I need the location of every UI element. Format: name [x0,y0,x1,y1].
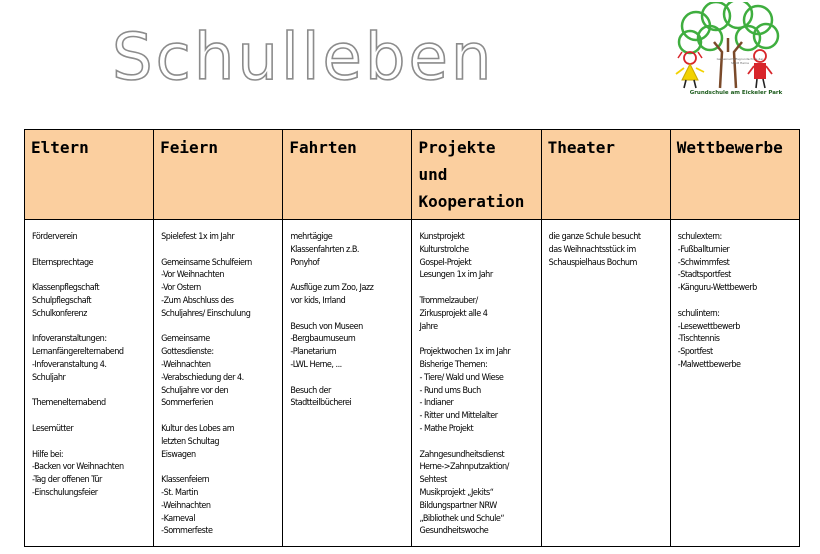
list-item: „Bibliothek und Schule“ [419,513,505,524]
list-spacer [678,295,795,308]
list-item: -Tag der offenen Tür [32,475,102,486]
list-item: -Schwimmfest [677,257,730,268]
list-item: -St. Martin [161,487,198,498]
list-item: schulextern: [677,232,722,242]
list-item: Gottesdienste: [161,347,214,358]
list-item: Sehtest [419,475,447,486]
logo-small-text: Gemeinschaftsgrundschule der Stadt Herne [716,57,764,65]
list-item: Klassenfeiern [161,475,210,486]
list-item: schulintern: [677,308,720,319]
list-spacer [32,269,149,282]
column-header [154,130,283,220]
column-header-text: Eltern [31,138,89,157]
list-item: Schuljahre vor den [161,385,229,396]
column-item-list [678,231,795,372]
school-life-table [24,129,800,547]
logo-caption: Grundschule am Eickeler Park [689,90,783,96]
list-item: Zirkusprojekt alle 4 [419,308,488,319]
table-header-row [25,130,800,220]
list-item: Besuch der [290,385,331,396]
list-item: - Mathe Projekt [419,423,474,434]
list-item: das Weihnachtsstück im [548,244,636,255]
column-header-text: Feiern [160,138,218,157]
list-item: Gemeinsame Schulfeiern [161,257,252,268]
column-item-list [161,231,278,538]
list-item: Schuljahres/ Einschulung [161,308,251,319]
column-header-text: und [418,165,448,184]
table-body-row [25,220,800,547]
column-header-text: Kooperation [418,192,525,211]
tree-children-logo-icon [668,2,804,98]
list-item: Lesungen 1x im Jahr [419,270,493,281]
list-spacer [161,244,278,257]
column-header-text: Fahrten [289,138,357,157]
list-item: Klassenfahrten z.B. [290,244,359,255]
list-item: Besuch von Museen [290,321,363,332]
list-item: - Indianer [419,398,454,409]
list-item: die ganze Schule besucht [548,232,641,242]
list-item: Schauspielhaus Bochum [548,257,637,268]
column-item-list [290,231,407,410]
column-header-text: Theater [547,138,616,157]
list-item: Herne->Zahnputzaktion/ [419,462,509,473]
column-header [283,130,412,220]
list-item: Sommerferien [161,398,213,409]
list-item: Förderverein [32,232,78,242]
list-item: Kunstprojekt [419,232,465,242]
list-item: -Vor Ostern [161,283,201,294]
list-spacer [419,282,536,295]
list-item: Ausflüge zum Zoo, Jazz [290,283,374,294]
page-title: Schulleben [112,21,495,95]
list-item: Bisherige Themen: [419,359,488,370]
column-cell [25,220,154,547]
column-cell [283,220,412,547]
list-item: -Sportfest [677,347,713,358]
list-item: -Einschulungsfeier [32,487,98,498]
list-spacer [161,321,278,334]
column-item-list [32,231,149,500]
list-spacer [161,410,278,423]
list-item: Lernanfängerelternabend [32,347,124,358]
list-item: Jahre [419,321,438,332]
list-item: Trommelzauber/ [419,295,478,306]
list-item: Gemeinsame [161,334,210,345]
list-item: -Känguru-Wettbewerb [677,283,757,294]
column-cell [541,220,670,547]
column-header [541,130,670,220]
column-header [670,130,799,220]
column-header [25,130,154,220]
list-item: -Bergbaumuseum [290,334,356,345]
list-item: Kultur des Lobes am [161,423,235,434]
list-item: letzten Schultag [161,436,220,447]
list-item: - Tiere/ Wald und Wiese [419,372,504,383]
list-item: Stadtteilbücherei [290,398,352,409]
list-item: Projektwochen 1x im Jahr [419,347,511,358]
list-item: Ponyhof [290,257,320,268]
list-item: Themenelternabend [32,398,106,409]
list-spacer [419,436,536,449]
list-item: Gesundheitswoche [419,526,489,537]
column-cell [154,220,283,547]
list-item: -Fußballturnier [677,244,730,255]
list-spacer [419,333,536,346]
list-item: mehrtägige [290,232,333,242]
list-item: -Backen vor Weihnachten [32,462,124,473]
list-item: -Weihnachten [161,500,211,511]
list-item: -Lesewettbewerb [677,321,740,332]
list-item: -Malwettbewerbe [677,359,741,370]
column-cell [412,220,541,547]
list-item: Infoveranstaltungen: [32,334,107,345]
column-cell [670,220,799,547]
list-item: vor kids, Irrland [290,295,346,306]
list-item: -Planetarium [290,347,337,358]
list-item: Hilfe bei: [32,449,64,460]
list-item: Eiswagen [161,449,196,460]
list-item: Lesemütter [32,423,74,434]
list-item: Gospel-Projekt [419,257,472,268]
list-item: Bildungspartner NRW [419,500,497,511]
list-item: Kulturstrolche [419,244,469,255]
list-spacer [32,436,149,449]
list-item: Schulpflegschaft [32,295,92,306]
list-item: -Zum Abschluss des [161,295,234,306]
list-item: -Karneval [161,513,195,524]
list-item: Zahngesundheitsdienst [419,449,505,460]
column-header-text: Projekte [418,138,496,157]
list-item: -Sommerfeste [161,526,213,537]
list-item: Klassenpflegschaft [32,283,100,294]
list-spacer [32,244,149,257]
column-item-list [549,231,666,269]
list-item: -Vor Weihnachten [161,270,225,281]
column-header [412,130,541,220]
list-item: Elternsprechtage [32,257,94,268]
list-item: Schulkonferenz [32,308,87,319]
list-spacer [32,385,149,398]
column-item-list [419,231,536,538]
list-spacer [161,461,278,474]
list-spacer [290,269,407,282]
list-spacer [290,372,407,385]
list-spacer [32,321,149,334]
column-header-text: Wettbewerbe [676,138,783,157]
list-spacer [290,308,407,321]
list-item: -Verabschiedung der 4. [161,372,244,383]
list-item: Musikprojekt „Jekits“ [419,487,494,498]
list-item: - Rund ums Buch [419,385,481,396]
list-item: Spielefest 1x im Jahr [161,232,235,242]
list-item: Schuljahr [32,372,66,383]
list-item: -LWL Herne, ... [290,359,342,370]
school-logo [668,2,804,98]
list-item: -Infoveranstaltung 4. [32,359,107,370]
list-item: -Tischtennis [677,334,720,345]
list-item: - Ritter und Mittelalter [419,411,498,422]
list-item: -Weihnachten [161,359,211,370]
list-item: -Stadtsportfest [677,270,731,281]
list-spacer [32,410,149,423]
